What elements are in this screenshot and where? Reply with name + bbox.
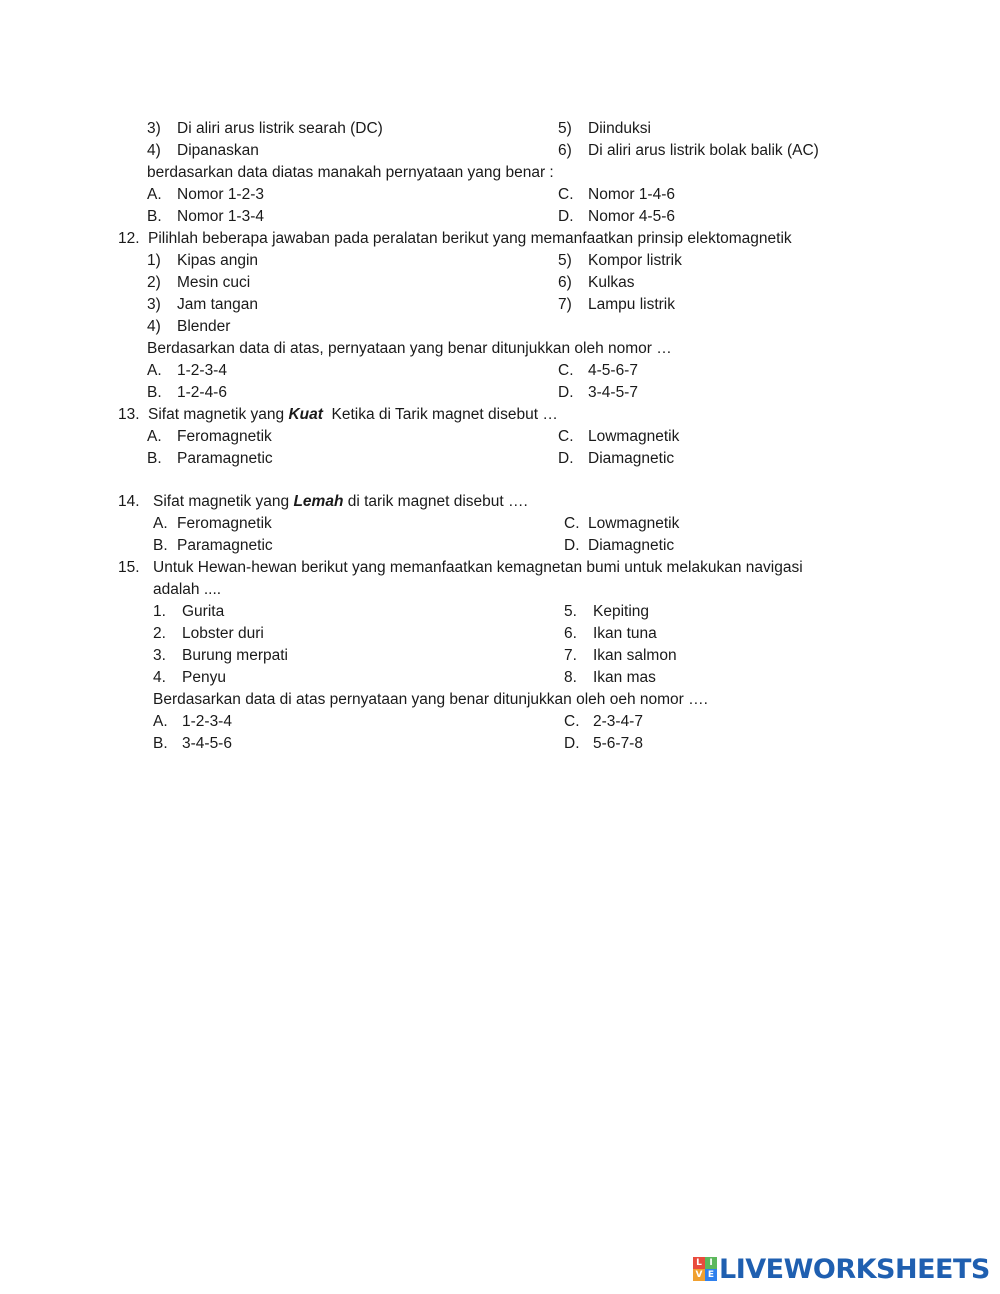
answer-choice-d[interactable]: D. Nomor 4-5-6 (558, 208, 675, 225)
answer-choice-d[interactable]: D. 5-6-7-8 (564, 735, 643, 752)
answer-choice-c[interactable]: C. Nomor 1-4-6 (558, 186, 675, 203)
list-item: 1. Gurita (153, 603, 225, 620)
question-15: 15. Untuk Hewan-hewan berikut yang memanfaatkan kemagnetan bumi untuk melakukan navigasi (118, 559, 803, 576)
question-prompt: berdasarkan data diatas manakah pernyataan yang benar : (147, 164, 554, 181)
list-item: 2) Mesin cuci (147, 274, 251, 291)
answer-choice-a[interactable]: A. 1-2-3-4 (147, 362, 227, 379)
list-item: 4) Blender (147, 318, 231, 335)
answer-choice-c[interactable]: C. Lowmagnetik (558, 428, 680, 445)
answer-choice-d[interactable]: D. Diamagnetic (564, 537, 675, 554)
option-item: 6) Di aliri arus listrik bolak balik (AC) (558, 142, 819, 159)
option-item: 4) Dipanaskan (147, 142, 259, 159)
list-item: 3) Jam tangan (147, 296, 258, 313)
option-item: 5) Diinduksi (558, 120, 651, 137)
answer-choice-a[interactable]: A. Feromagnetik (153, 515, 272, 532)
question-12: 12. Pilihlah beberapa jawaban pada peralatan berikut yang memanfaatkan prinsip elektomagnetik (118, 230, 792, 247)
answer-choice-c[interactable]: C. 4-5-6-7 (558, 362, 638, 379)
question-13: 13. Sifat magnetik yang Kuat Ketika di Tarik magnet disebut … (118, 406, 558, 423)
answer-choice-b[interactable]: B. 1-2-4-6 (147, 384, 227, 401)
answer-choice-c[interactable]: C. 2-3-4-7 (564, 713, 643, 730)
list-item: 2. Lobster duri (153, 625, 264, 642)
list-item: 4. Penyu (153, 669, 226, 686)
answer-choice-b[interactable]: B. Paramagnetic (147, 450, 273, 467)
question-prompt: Berdasarkan data di atas pernyataan yang benar ditunjukkan oleh oeh nomor …. (153, 691, 708, 708)
answer-choice-b[interactable]: B. Paramagnetic (153, 537, 273, 554)
liveworksheets-logo-mark-icon: L I V E (693, 1257, 717, 1281)
question-15-continued: adalah .... (153, 581, 222, 598)
option-item: 3) Di aliri arus listrik searah (DC) (147, 120, 383, 137)
logo-text: LIVEWORKSHEETS (719, 1253, 990, 1285)
answer-choice-b[interactable]: B. Nomor 1-3-4 (147, 208, 264, 225)
answer-choice-a[interactable]: A. Feromagnetik (147, 428, 272, 445)
list-item: 3. Burung merpati (153, 647, 288, 664)
list-item: 7) Lampu listrik (558, 296, 675, 313)
answer-choice-c[interactable]: C. Lowmagnetik (564, 515, 680, 532)
liveworksheets-logo (693, 1253, 990, 1285)
answer-choice-a[interactable]: A. 1-2-3-4 (153, 713, 232, 730)
answer-choice-d[interactable]: D. Diamagnetic (558, 450, 675, 467)
list-item: 1) Kipas angin (147, 252, 259, 269)
list-item: 5. Kepiting (564, 603, 650, 620)
list-item: 8. Ikan mas (564, 669, 656, 686)
answer-choice-d[interactable]: D. 3-4-5-7 (558, 384, 638, 401)
list-item: 5) Kompor listrik (558, 252, 682, 269)
question-14: 14. Sifat magnetik yang Lemah di tarik magnet disebut …. (118, 493, 528, 510)
list-item: 6) Kulkas (558, 274, 635, 291)
answer-choice-a[interactable]: A. Nomor 1-2-3 (147, 186, 264, 203)
list-item: 7. Ikan salmon (564, 647, 677, 664)
answer-choice-b[interactable]: B. 3-4-5-6 (153, 735, 232, 752)
list-item: 6. Ikan tuna (564, 625, 657, 642)
question-prompt: Berdasarkan data di atas, pernyataan yang benar ditunjukkan oleh nomor … (147, 340, 672, 357)
